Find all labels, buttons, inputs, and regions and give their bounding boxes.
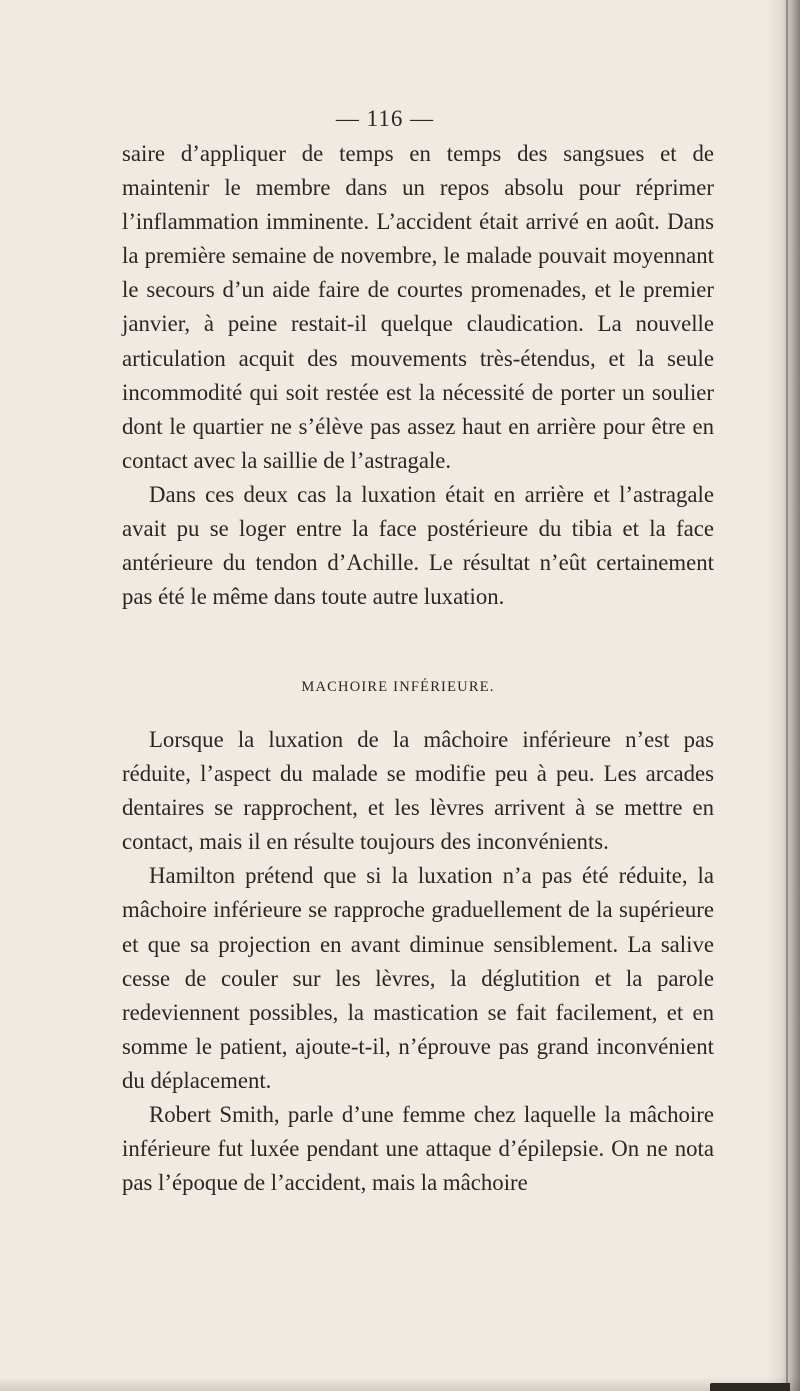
paragraph: Lorsque la luxation de la mâchoire inférieure n’est pas réduite, l’aspect du malade se modifie peu à peu. Les arcades dentaires se rapprochent, et les lèvres arrivent à se mettre en contact, mais il en résulte toujours des inconvénients.: [122, 727, 714, 855]
paragraph: Robert Smith, parle d’une femme chez laquelle la mâchoire inférieure fut luxée pendant une attaque d’épilepsie. On ne nota pas l’époque de l’accident, mais la mâchoire: [122, 1102, 714, 1196]
text-section-jaw: [122, 723, 714, 1200]
page-bottom-shadow: [0, 1377, 800, 1391]
paragraph: Dans ces deux cas la luxation était en arrière et l’astragale avait pu se loger entre la face postérieure du tibia et la face antérieure du tendon d’Achille. Le résultat n’eût certainement pas été le même dans toute autre luxation.: [122, 481, 714, 610]
page-binding-edge: [786, 0, 788, 1391]
section-heading: MACHOIRE INFÉRIEURE.: [301, 679, 495, 695]
page-binding-shadow: [766, 0, 800, 1391]
paragraph-continuation: saire d’appliquer de temps en temps des sangsues et de maintenir le membre dans un repos absolu pour réprimer l’inflammation imminente. L’accident était arrivé en août. Dans la première semaine de novembre, le malade pouvait moyennant le secours d’un aide faire de courtes promenades, et le premier janvier, à peine restait-il quelque claudication. La nouvelle articulation acquit des mouvements très-étendus, et la seule incommodité qui soit restée est la nécessité de porter un soulier dont le quartier ne s’élève pas assez haut en arrière pour être en contact avec la saillie de l’astragale.: [122, 141, 714, 473]
paragraph: Hamilton prétend que si la luxation n’a pas été réduite, la mâchoire inférieure se rapproche graduellement de la supérieure et que sa projection en avant diminue sensiblement. La salive cesse de couler sur les lèvres, la déglutition et la parole redeviennent possibles, la mastication se fait facilement, et en somme le patient, ajoute-t-il, n’éprouve pas grand inconvénient du déplacement.: [122, 863, 714, 1093]
page-number: — 116 —: [335, 106, 435, 131]
text-section-ankle: [122, 137, 714, 614]
page-corner-mark: [710, 1383, 790, 1391]
